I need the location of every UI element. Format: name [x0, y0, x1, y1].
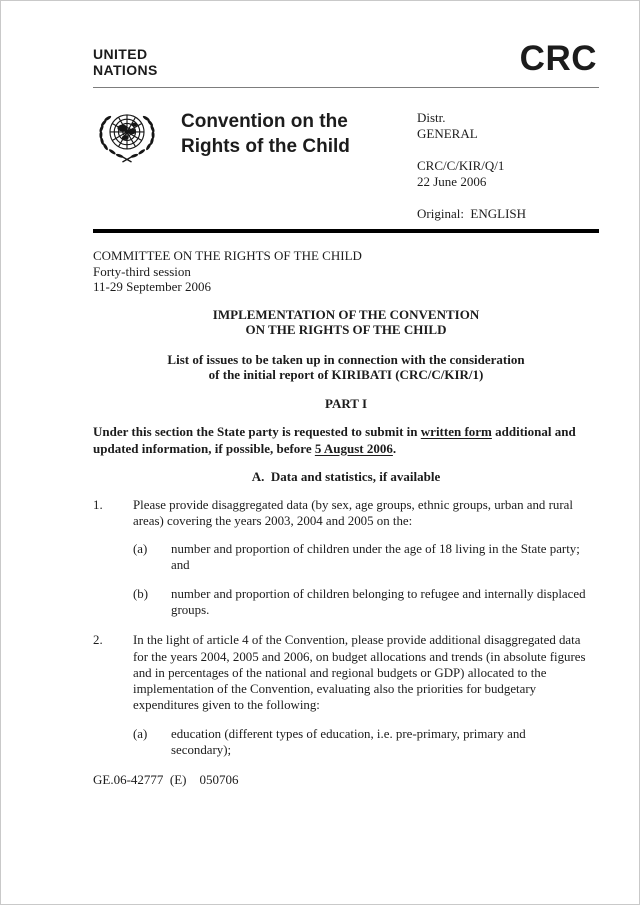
un-emblem-icon — [93, 107, 161, 166]
committee-name: COMMITTEE ON THE RIGHTS OF THE CHILD — [93, 248, 362, 263]
org-name — [93, 46, 158, 78]
document-title-line2: Rights of the Child — [181, 136, 350, 157]
section-a-heading: A. Data and statistics, if available — [251, 469, 441, 484]
sub-item — [133, 726, 599, 759]
sub-item-text: number and proportion of children under the age of 18 living in the State party; and — [171, 542, 580, 573]
document-title-line1: Convention on the — [181, 111, 348, 132]
item-number: 1. — [93, 497, 103, 512]
intro-text-pre: Under this section the State party is requested to submit in — [93, 424, 421, 439]
sub-item-text: number and proportion of children belonging to refugee and internally displaced groups. — [171, 586, 586, 617]
header-divider — [93, 87, 599, 88]
sub-item-label: (a) — [133, 726, 148, 741]
implementation-heading — [93, 307, 599, 338]
item-text: In the light of article 4 of the Convention, please provide additional disaggregated data for the years 2004, 2005 and 2006, on budget allocations and trends (in absolute figures and in percentages of the national and regional budgets or GDP) allocated to the implementation of the Convention, evaluating also the priorities for budgetary expenditures given to the following: — [133, 633, 586, 713]
session-block — [93, 248, 599, 295]
sub-item — [133, 541, 599, 574]
intro-underline-deadline: 5 August 2006 — [314, 440, 393, 456]
implementation-heading-line2: ON THE RIGHTS OF THE CHILD — [245, 322, 447, 337]
org-name-line1: UNITED — [93, 46, 148, 62]
list-of-issues-line2: of the initial report of KIRIBATI (CRC/C/KIR/1) — [208, 367, 484, 382]
list-item — [93, 632, 599, 758]
session-dates: 11-29 September 2006 — [93, 279, 211, 294]
list-of-issues-line1: List of issues to be taken up in connection with the consideration — [167, 351, 525, 367]
original-language: Original: ENGLISH — [417, 206, 527, 221]
masthead — [93, 107, 599, 222]
footer-reference: GE.06-42777 (E) 050706 — [93, 772, 239, 787]
sub-item-label: (b) — [133, 586, 149, 601]
part-heading: PART I — [324, 395, 368, 411]
item-text: Please provide disaggregated data (by sex, age groups, ethnic groups, urban and rural areas) covering the years 2003, 2004 and 2005 on the: — [133, 497, 573, 528]
implementation-heading-line1: IMPLEMENTATION OF THE CONVENTION — [212, 306, 480, 322]
spacer — [417, 142, 599, 158]
item-body — [133, 497, 599, 619]
distribution-block — [417, 107, 599, 222]
session-number: Forty-third session — [93, 263, 191, 279]
doc-symbol-large: CRC — [519, 39, 597, 78]
intro-text-post: . — [392, 440, 397, 456]
document-date: 22 June 2006 — [417, 174, 487, 189]
spacer — [417, 190, 599, 206]
sub-item-text: education (different types of education, i.e. pre-primary, primary and secondary); — [171, 726, 526, 758]
intro-underline-written-form: written form — [420, 424, 492, 439]
distr-label: Distr. — [417, 110, 446, 125]
document-symbol: CRC/C/KIR/Q/1 — [417, 158, 505, 173]
items-list — [93, 497, 599, 759]
sub-item-label: (a) — [133, 542, 148, 557]
sub-item — [133, 586, 599, 619]
item-body — [133, 632, 599, 758]
item-number: 2. — [93, 633, 103, 648]
document-header — [93, 41, 599, 78]
masthead-divider — [93, 229, 599, 233]
org-name-line2: NATIONS — [93, 62, 158, 78]
distr-value: GENERAL — [417, 126, 478, 141]
list-of-issues-heading — [93, 352, 599, 383]
intro-text-mid: additional and updated information, if possible, before — [93, 424, 576, 456]
document-title — [181, 109, 350, 159]
intro-paragraph — [93, 424, 599, 457]
list-item — [93, 497, 599, 619]
